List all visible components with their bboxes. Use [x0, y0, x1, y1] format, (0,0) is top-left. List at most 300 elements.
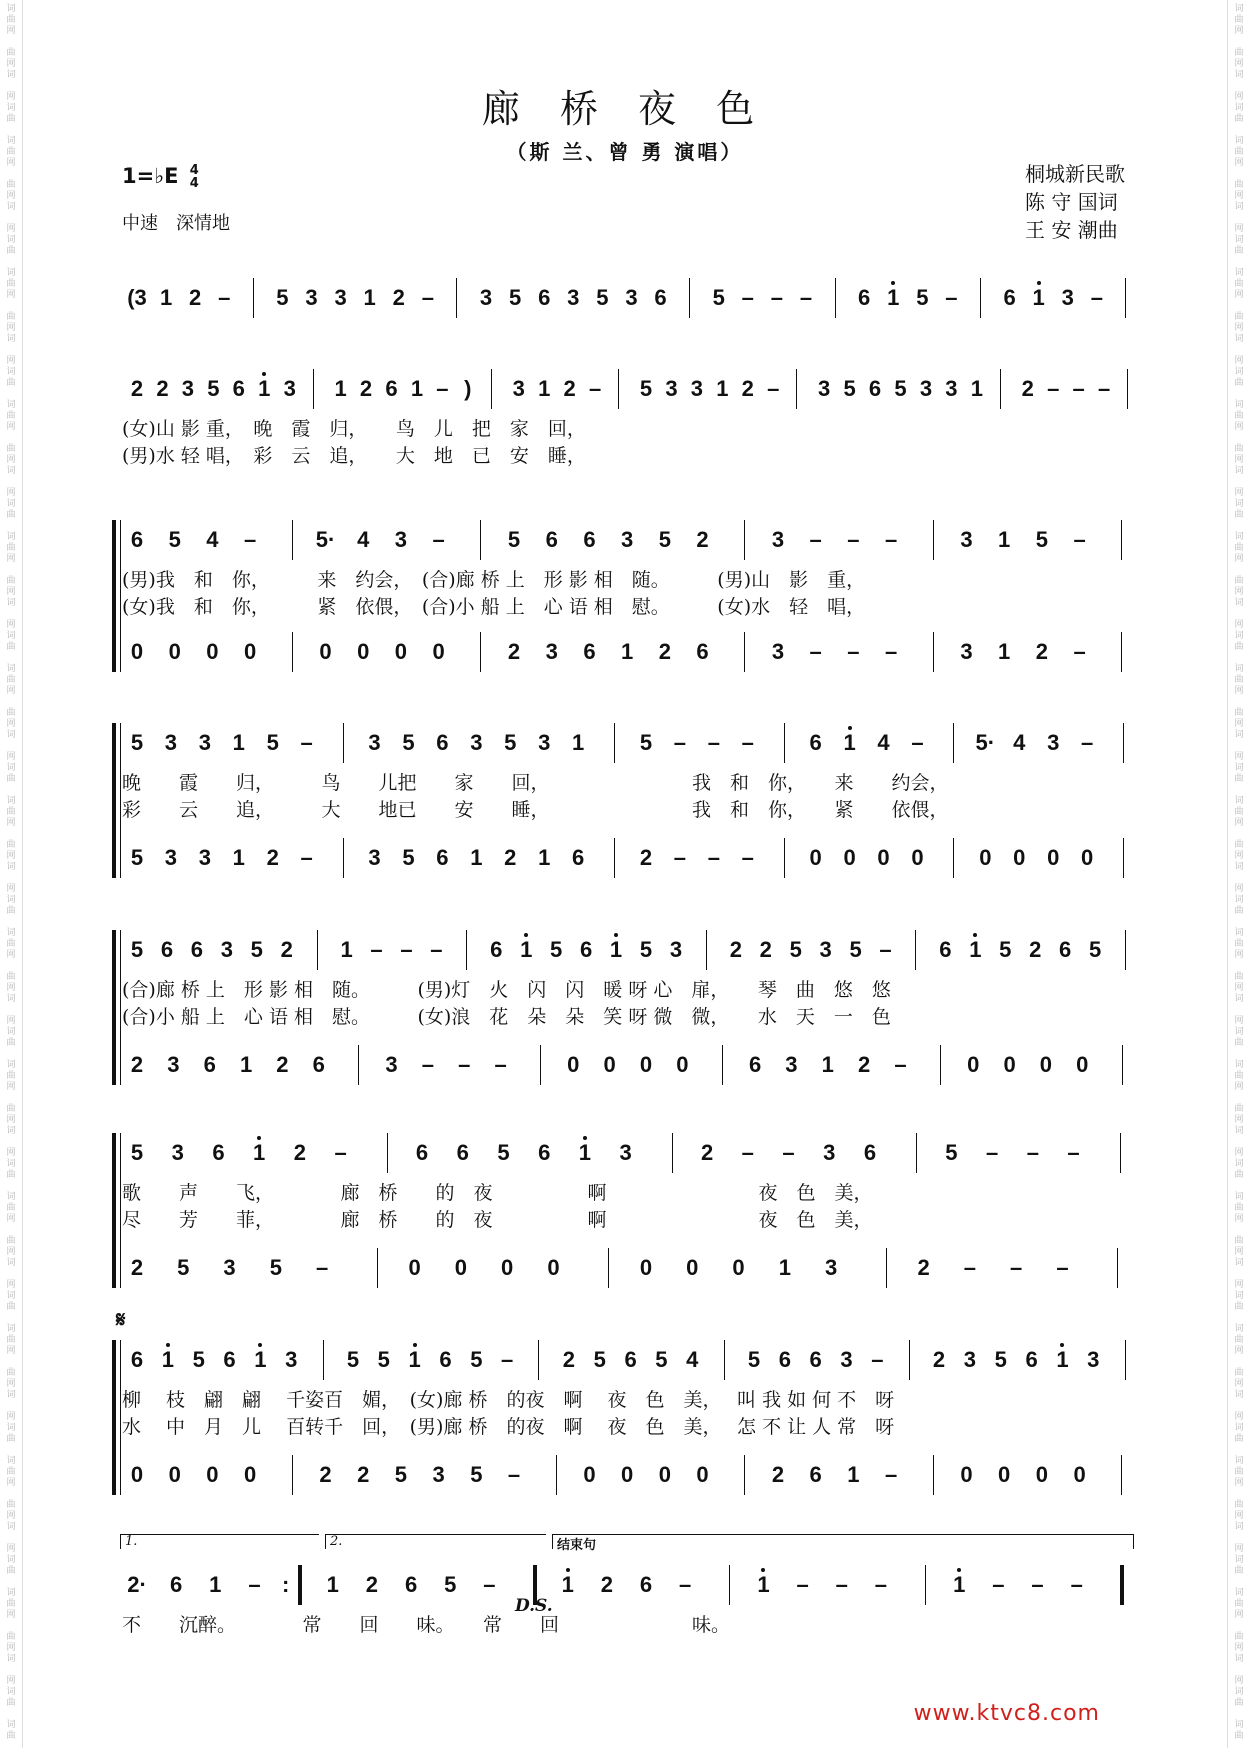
jianpu-note: 1: [572, 730, 585, 755]
jianpu-note: 2: [130, 1052, 144, 1077]
barline: [1122, 1045, 1123, 1085]
segno-sign: 𝄋: [116, 1308, 126, 1333]
watermark-char: 网: [1234, 686, 1244, 696]
barline: [292, 1455, 293, 1495]
watermark-char: 网: [6, 851, 16, 861]
jianpu-note: 6: [545, 527, 558, 552]
system-bracket-thin: [120, 723, 121, 878]
watermark-char: 曲: [6, 114, 16, 124]
jianpu-note: 0: [732, 1255, 745, 1280]
barline: [358, 1045, 359, 1085]
watermark-char: 词: [6, 1423, 16, 1433]
watermark-char: 词: [6, 466, 16, 476]
jianpu-note: –: [741, 730, 754, 755]
watermark-char: 词: [1234, 202, 1244, 212]
jianpu-note: –: [707, 730, 720, 755]
volta-1-label: 1.: [125, 1534, 138, 1549]
jianpu-note: –: [835, 1572, 848, 1597]
watermark-char: 网: [1234, 1478, 1244, 1488]
watermark-char: 词: [6, 1027, 16, 1037]
watermark-char: 词: [1234, 103, 1244, 113]
jianpu-note: 4: [1013, 730, 1026, 755]
barline: [915, 930, 916, 970]
jianpu-note: 6: [624, 1347, 637, 1372]
barline: [618, 369, 619, 409]
jianpu-note: 3: [283, 376, 296, 401]
jianpu-note: –: [507, 1462, 521, 1487]
barline: [480, 520, 481, 560]
watermark-char: 词: [6, 268, 16, 278]
barline: [1000, 369, 1001, 409]
system-bracket-thin: [120, 1340, 121, 1495]
jianpu-note: 6: [385, 376, 398, 401]
jianpu-note: 3: [305, 285, 318, 310]
jianpu-note: 6: [778, 1347, 791, 1372]
watermark-char: 曲: [1234, 1203, 1244, 1213]
watermark-char: 词: [6, 1522, 16, 1532]
jianpu-note: 0: [1003, 1052, 1016, 1077]
watermark-char: 曲: [1234, 1302, 1244, 1312]
jianpu-note: 1: [1047, 1340, 1077, 1380]
jianpu-note: 5: [596, 285, 609, 310]
barline: [538, 1340, 539, 1380]
lyric-text: 晚 霞 归， 鸟 儿把 家 回， 我 和 你， 来 约会，: [122, 772, 949, 794]
jianpu-note: 1: [249, 369, 279, 409]
watermark-char: 词: [1234, 1126, 1244, 1136]
watermark-char: 曲: [1234, 411, 1244, 421]
watermark-char: 词: [6, 1291, 16, 1301]
barline: [672, 1133, 673, 1173]
barline: [556, 1455, 557, 1495]
watermark-char: 曲: [6, 1434, 16, 1444]
jianpu-note: 3: [285, 1347, 298, 1372]
watermark-char: 词: [6, 202, 16, 212]
jianpu-note: 6: [538, 1140, 551, 1165]
watermark-char: 网: [6, 1610, 16, 1620]
jianpu-note: –: [1031, 1572, 1044, 1597]
jianpu-note: 5: [639, 730, 653, 755]
watermark-char: 网: [1234, 752, 1244, 762]
volta-first-ending: [120, 1534, 319, 1549]
jianpu-note: –: [334, 1140, 347, 1165]
jianpu-note: 1: [1024, 278, 1054, 318]
watermark-char: 曲: [6, 1071, 16, 1081]
jianpu-note: 5: [130, 1140, 144, 1165]
site-watermark: www.ktvc8.com: [913, 1701, 1100, 1726]
jianpu-note: 3: [771, 527, 785, 552]
watermark-char: 词: [1234, 235, 1244, 245]
barline: [940, 1045, 941, 1085]
watermark-char: 词: [6, 1060, 16, 1070]
watermark-char: 网: [6, 818, 16, 828]
watermark-char: 曲: [6, 1731, 16, 1741]
jianpu-note: 3: [919, 376, 933, 401]
barline: [377, 1248, 378, 1288]
watermark-char: 词: [6, 136, 16, 146]
harmony-line: [0, 1455, 1250, 1495]
watermark-char: 词: [1234, 1192, 1244, 1202]
watermark-char: 网: [6, 356, 16, 366]
lyric-text: 水 中 月 儿 百转千 回， (男)廊 桥 的夜 啊 夜 色 美， 怎 不 让 人 常 呀: [122, 1416, 895, 1438]
jianpu-note: 6: [809, 730, 822, 755]
barline: [292, 520, 293, 560]
jianpu-note: 6: [858, 285, 871, 310]
jianpu-note: 5: [550, 937, 563, 962]
jianpu-note: 1: [470, 845, 483, 870]
jianpu-note: –: [673, 730, 687, 755]
watermark-char: 网: [1234, 1247, 1244, 1257]
watermark-char: 网: [1234, 422, 1244, 432]
watermark-char: 网: [1234, 1511, 1244, 1521]
jianpu-note: 2: [365, 1572, 379, 1597]
lyric-line: [0, 1207, 1250, 1233]
jianpu-note: 3: [394, 527, 408, 552]
watermark-char: 网: [1234, 1643, 1244, 1653]
jianpu-note: 2: [700, 1140, 714, 1165]
watermark-char: 曲: [1234, 444, 1244, 454]
watermark-char: 曲: [1234, 180, 1244, 190]
jianpu-note: 1: [835, 723, 865, 763]
jianpu-note: 0: [319, 639, 332, 664]
lyric-line: [0, 567, 1250, 593]
jianpu-note: 5: [470, 1347, 483, 1372]
jianpu-note: 2: [357, 1462, 370, 1487]
jianpu-note: –: [770, 285, 783, 310]
barline: [925, 1565, 926, 1605]
jianpu-note: –: [871, 1347, 884, 1372]
jianpu-note: –: [1047, 376, 1060, 401]
lyric-text: (男)我 和 你， 来 约会， (合)廊 桥 上 形 影 相 随。 (男)山 影 重，: [122, 569, 866, 591]
jianpu-note: 0: [639, 1052, 653, 1077]
barline: [1123, 838, 1124, 878]
jianpu-note: 5: [168, 527, 181, 552]
jianpu-note: 3: [785, 1052, 798, 1077]
jianpu-note: –: [243, 527, 257, 552]
jianpu-note: 3: [1047, 730, 1060, 755]
jianpu-note: –: [992, 1572, 1005, 1597]
watermark-char: 词: [1234, 1654, 1244, 1664]
watermark-char: 曲: [6, 147, 16, 157]
lyric-text: (女)山 影 重， 晚 霞 归， 鸟 儿 把 家 回，: [122, 418, 586, 440]
jianpu-note: –: [911, 730, 924, 755]
jianpu-note: 5: [504, 730, 517, 755]
jianpu-note: –: [1010, 1255, 1023, 1280]
jianpu-note: 5: [507, 527, 521, 552]
watermark-char: 曲: [6, 15, 16, 25]
watermark-char: 词: [6, 598, 16, 608]
watermark-char: 曲: [6, 378, 16, 388]
watermark-char: 曲: [6, 312, 16, 322]
jianpu-note: –: [588, 376, 602, 401]
watermark-char: 曲: [6, 1566, 16, 1576]
jianpu-note: –: [1073, 639, 1086, 664]
watermark-char: 曲: [6, 1368, 16, 1378]
jianpu-note: 5: [130, 937, 144, 962]
watermark-char: 网: [6, 1148, 16, 1158]
jianpu-note: 3: [167, 1052, 180, 1077]
jianpu-note: 0: [639, 1255, 653, 1280]
watermark-char: 网: [1234, 59, 1244, 69]
jianpu-note: 4: [686, 1347, 699, 1372]
jianpu-note: 1: [960, 930, 990, 970]
jianpu-note: 0: [567, 1052, 580, 1077]
watermark-char: 网: [1234, 1379, 1244, 1389]
credit-composer: 王 安 潮曲: [1025, 218, 1118, 242]
watermark-char: 曲: [1234, 312, 1244, 322]
coda-bracket: [552, 1534, 1134, 1553]
barline: [540, 1045, 541, 1085]
jianpu-note: 1: [621, 639, 634, 664]
barline: [980, 278, 981, 318]
barline: [1121, 632, 1122, 672]
watermark-char: 网: [1234, 1115, 1244, 1125]
jianpu-note: 2: [771, 1462, 785, 1487]
jianpu-note: 6: [538, 285, 551, 310]
jianpu-note: 1: [209, 1572, 222, 1597]
jianpu-note: 6: [939, 937, 952, 962]
watermark-char: 网: [1234, 719, 1244, 729]
watermark-char: 曲: [1234, 1236, 1244, 1246]
lyric-line: [0, 977, 1250, 1003]
song-title: 廊 桥 夜 色: [481, 87, 769, 131]
watermark-char: 曲: [1234, 1434, 1244, 1444]
jianpu-note: 6: [868, 376, 882, 401]
jianpu-note: 3: [1087, 1347, 1100, 1372]
watermark-char: 网: [6, 92, 16, 102]
jianpu-note: 6: [190, 937, 203, 962]
jianpu-note: 5: [945, 1140, 958, 1165]
jianpu-note: –: [483, 1572, 496, 1597]
jianpu-note: 5: [849, 937, 862, 962]
tempo-marking: 中速 深情地: [122, 213, 230, 234]
watermark-char: 曲: [1234, 1731, 1244, 1741]
jianpu-note: 1: [245, 1340, 275, 1380]
system-bracket-thin: [120, 930, 121, 1085]
watermark-char: 曲: [6, 840, 16, 850]
watermark-char: 曲: [6, 1038, 16, 1048]
barline: [343, 838, 344, 878]
watermark-char: 词: [1234, 1291, 1244, 1301]
jianpu-note: –: [400, 937, 413, 962]
jianpu-note: 5: [470, 1462, 483, 1487]
watermark-char: 词: [1234, 1324, 1244, 1334]
watermark-char: 词: [6, 862, 16, 872]
watermark-char: 曲: [6, 1203, 16, 1213]
watermark-char: 网: [1234, 1148, 1244, 1158]
jianpu-note: 6: [748, 1052, 762, 1077]
jianpu-note: 1: [400, 1340, 430, 1380]
watermark-char: 词: [6, 400, 16, 410]
jianpu-note: 0: [676, 1052, 689, 1077]
jianpu-note: 0: [547, 1255, 560, 1280]
jianpu-note: 3: [470, 730, 483, 755]
jianpu-note: –: [315, 1255, 329, 1280]
jianpu-note: 6: [654, 285, 667, 310]
watermark-char: 曲: [1234, 1071, 1244, 1081]
jianpu-note: 0: [960, 1462, 973, 1487]
watermark-char: 网: [6, 1379, 16, 1389]
watermark-char: 曲: [6, 180, 16, 190]
jianpu-note: 6: [809, 1462, 822, 1487]
watermark-char: 曲: [6, 1302, 16, 1312]
jianpu-note: –: [945, 285, 958, 310]
watermark-char: 网: [1234, 356, 1244, 366]
watermark-char: 网: [6, 224, 16, 234]
jianpu-note: 1: [326, 1572, 339, 1597]
barline: [953, 838, 954, 878]
jianpu-note: 5: [639, 937, 653, 962]
barline: [1127, 369, 1128, 409]
jianpu-note: 6: [456, 1140, 469, 1165]
jianpu-note: –: [1090, 285, 1103, 310]
jianpu-note: 2: [276, 1052, 289, 1077]
jianpu-note: –: [1067, 1140, 1080, 1165]
jianpu-note: 5·: [315, 527, 336, 552]
watermark-char: 曲: [1234, 510, 1244, 520]
watermark-char: 曲: [1234, 1599, 1244, 1609]
jianpu-note: 0: [967, 1052, 980, 1077]
jianpu-note: 1: [511, 930, 541, 970]
barline: [933, 632, 934, 672]
jianpu-note: 1: [821, 1052, 834, 1077]
watermark-char: 网: [6, 26, 16, 36]
jianpu-note: 2: [600, 1572, 613, 1597]
jianpu-note: 2: [917, 1255, 930, 1280]
watermark-char: 网: [6, 455, 16, 465]
barline: [909, 1340, 910, 1380]
jianpu-note: 0: [998, 1462, 1011, 1487]
jianpu-note: 0: [408, 1255, 421, 1280]
lyric-text: 不 沉醉。 常 回 味。 常 回 味。: [122, 1614, 731, 1636]
watermark-char: 曲: [6, 1170, 16, 1180]
watermark-char: 网: [6, 158, 16, 168]
watermark-char: 曲: [6, 48, 16, 58]
jianpu-note: 3: [824, 1255, 838, 1280]
system-bracket: [112, 520, 116, 672]
barline: [689, 278, 690, 318]
jianpu-note: –: [963, 1255, 977, 1280]
watermark-char: 曲: [1234, 1698, 1244, 1708]
jianpu-note: 5: [250, 937, 263, 962]
melody-line: [0, 930, 1250, 970]
watermark-char: 曲: [6, 576, 16, 586]
jianpu-note: 6: [439, 1347, 452, 1372]
jianpu-note: (3: [127, 285, 147, 310]
jianpu-note: 0: [243, 639, 257, 664]
barline: [614, 723, 615, 763]
barline: [292, 632, 293, 672]
barline: [253, 278, 254, 318]
jianpu-note: 0: [1081, 845, 1094, 870]
watermark-char: 曲: [1234, 675, 1244, 685]
watermark-char: 网: [6, 1280, 16, 1290]
melody-line: [0, 520, 1250, 560]
watermark-char: 词: [6, 1258, 16, 1268]
jianpu-note: 2: [696, 527, 709, 552]
jianpu-note: 5: [497, 1140, 510, 1165]
watermark-char: 词: [1234, 1060, 1244, 1070]
jianpu-note: 0: [168, 639, 181, 664]
jianpu-note: 5: [377, 1347, 390, 1372]
jianpu-note: 2: [189, 285, 202, 310]
jianpu-note: 2: [729, 937, 742, 962]
jianpu-note: 2: [741, 376, 754, 401]
watermark-char: 网: [1234, 26, 1244, 36]
jianpu-note: –: [494, 1052, 507, 1077]
jianpu-note: 5: [266, 730, 279, 755]
lyric-line: [0, 443, 1250, 469]
watermark-char: 曲: [1234, 1038, 1244, 1048]
watermark-char: 网: [1234, 290, 1244, 300]
jianpu-note: –: [1056, 1255, 1069, 1280]
watermark-char: 曲: [1234, 1104, 1244, 1114]
jianpu-note: 3: [840, 1347, 853, 1372]
jianpu-note: –: [884, 1462, 898, 1487]
melody-line: [0, 369, 1250, 409]
watermark-char: 词: [6, 4, 16, 14]
barline: [313, 369, 314, 409]
jianpu-note: 6: [572, 845, 585, 870]
jianpu-note: 6: [863, 1140, 877, 1165]
jianpu-note: 0: [206, 639, 219, 664]
melody-line: [0, 1565, 1250, 1605]
jianpu-note: –: [458, 1052, 471, 1077]
jianpu-note: 0: [1035, 1462, 1048, 1487]
jianpu-note: 6: [160, 937, 174, 962]
watermark-char: 网: [1234, 1610, 1244, 1620]
barline: [722, 1045, 723, 1085]
watermark-char: 词: [6, 1588, 16, 1598]
watermark-char: 词: [6, 532, 16, 542]
jianpu-note: 0: [1047, 845, 1060, 870]
jianpu-note: 6: [404, 1572, 418, 1597]
jianpu-note: –: [741, 285, 754, 310]
jianpu-note: –: [436, 376, 449, 401]
jianpu-note: –: [741, 845, 754, 870]
jianpu-note: 0: [1013, 845, 1026, 870]
jianpu-note: 0: [696, 1462, 709, 1487]
jianpu-note: 0: [603, 1052, 616, 1077]
jianpu-note: 3: [619, 1140, 632, 1165]
jianpu-note: 0: [206, 1462, 219, 1487]
watermark-char: 词: [1234, 763, 1244, 773]
watermark-char: 曲: [6, 906, 16, 916]
jianpu-note: –: [1026, 1140, 1039, 1165]
jianpu-note: –: [809, 527, 822, 552]
lyric-line: [0, 416, 1250, 442]
watermark-char: 曲: [6, 411, 16, 421]
watermark-char: 曲: [6, 279, 16, 289]
jianpu-note: 3: [198, 730, 211, 755]
watermark-char: 词: [1234, 334, 1244, 344]
jianpu-note: 0: [130, 1462, 144, 1487]
barline: [744, 520, 745, 560]
watermark-char: 网: [1234, 818, 1244, 828]
watermark-char: 网: [1234, 158, 1244, 168]
jianpu-note: 2: [759, 937, 772, 962]
jianpu-note: –: [501, 1347, 514, 1372]
jianpu-note: 0: [1039, 1052, 1053, 1077]
lyric-line: [0, 1414, 1250, 1440]
barline: [1120, 1565, 1124, 1605]
watermark-char: 词: [1234, 400, 1244, 410]
jianpu-note: 4: [206, 527, 219, 552]
lyric-line: [0, 594, 1250, 620]
jianpu-note: 3: [171, 1140, 184, 1165]
jianpu-note: 5: [1035, 527, 1048, 552]
jianpu-note: 3: [198, 845, 211, 870]
jianpu-note: –: [874, 1572, 888, 1597]
